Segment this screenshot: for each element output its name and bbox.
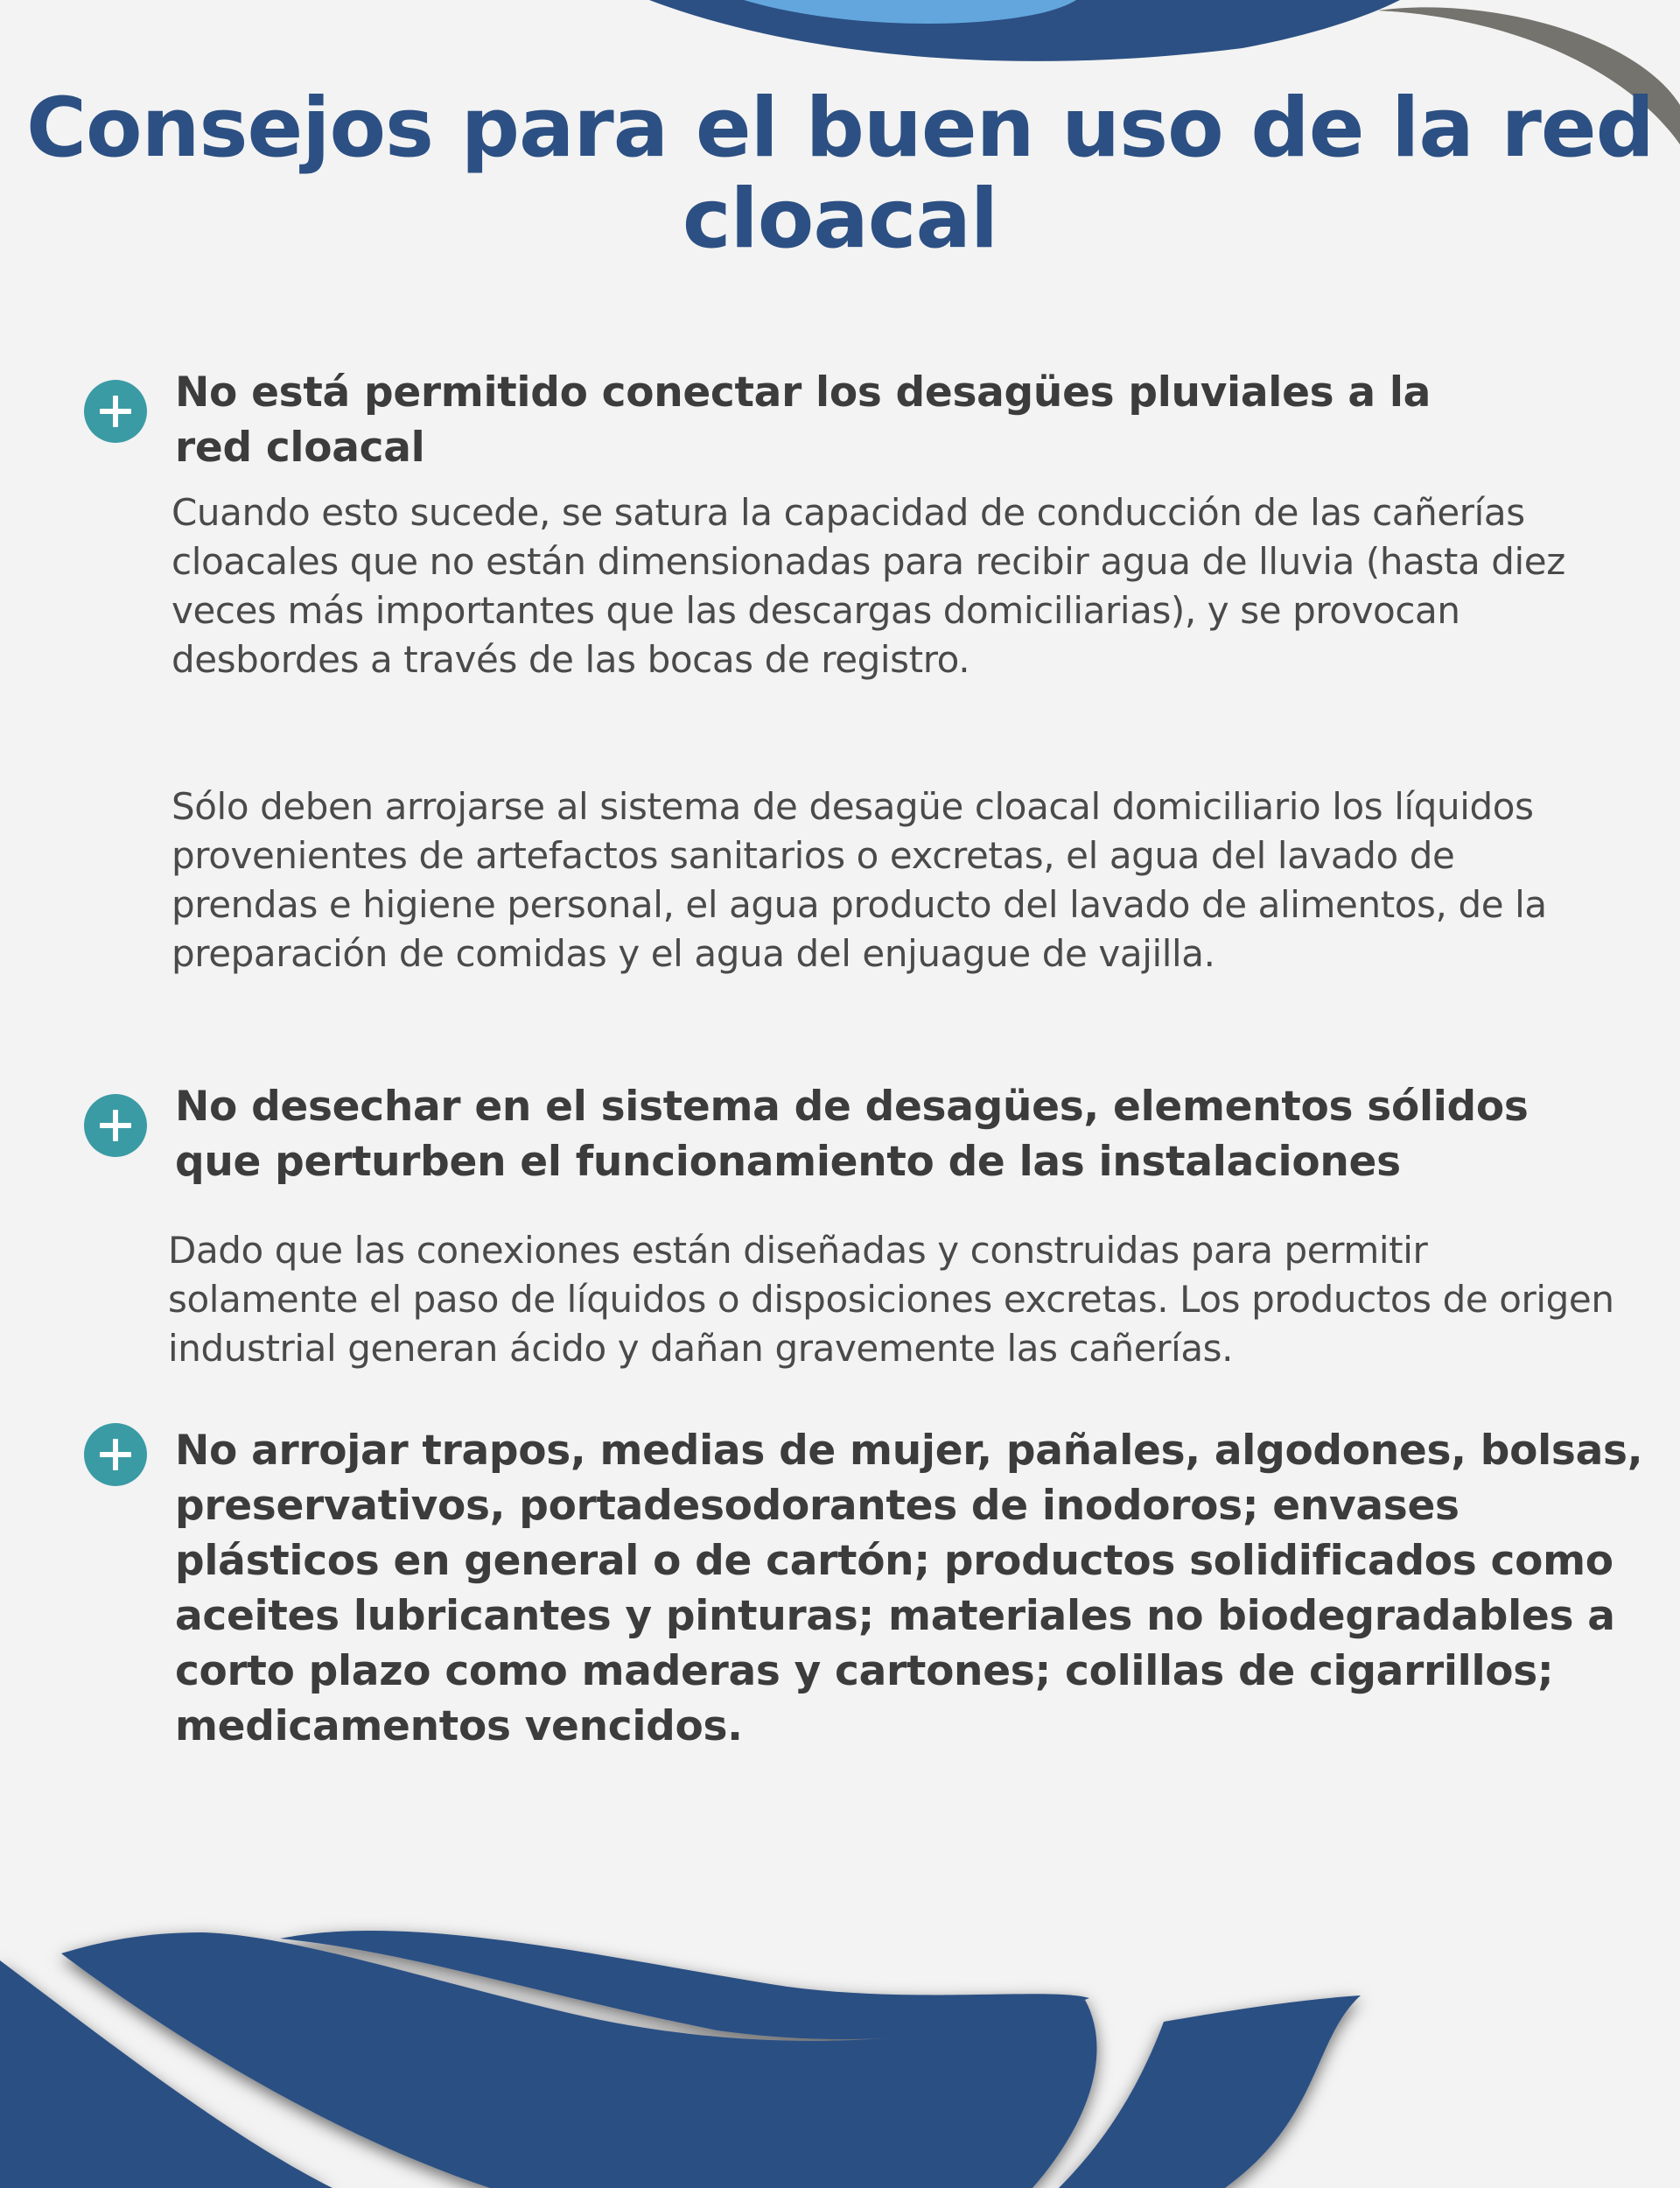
tip-heading: No está permitido conectar los desagües pluviales a la red cloacal <box>175 368 1432 472</box>
tip-paragraph: Cuando esto sucede, se satura la capacidad de conducción de las cañerías cloacales que no están dimensionadas para recibir agua de lluvia (hasta diez veces más importantes que las descargas domiciliarias), y se provocan desbordes a través de las bocas de registro. <box>172 491 1565 681</box>
plus-circle-icon <box>84 1423 147 1486</box>
tip-paragraph: Sólo deben arrojarse al sistema de desagüe cloacal domiciliario los líquidos provenientes de artefactos sanitarios o excretas, el agua del lavado de prendas e higiene personal, el agua producto del lavado de alimentos, de la preparación de comidas y el agua del enjuague de vajilla. <box>172 785 1547 975</box>
tip-paragraph: Dado que las conexiones están diseñadas y construidas para permitir solamente el paso de líquidos o disposiciones excretas. Los productos de origen industrial generan ácido y dañan gravemente las cañerías. <box>168 1229 1614 1370</box>
tip-heading: No arrojar trapos, medias de mujer, pañales, algodones, bolsas, preservativos, portadesodorantes de inodoros; envases plásticos en general o de cartón; productos solidificados como aceites lubricantes y pinturas; materiales no biodegradables a corto plazo como maderas y cartones; colillas de cigarrillos; medicamentos vencidos. <box>175 1427 1643 1750</box>
plus-circle-icon <box>84 1094 147 1157</box>
page-title: Consejos para el buen uso de la red cloacal <box>26 81 1654 267</box>
tip-heading: No desechar en el sistema de desagües, elementos sólidos que perturben el funcionamiento de las instalaciones <box>175 1083 1529 1186</box>
bottom-wave <box>0 1931 1361 2188</box>
plus-circle-icon <box>84 380 147 443</box>
